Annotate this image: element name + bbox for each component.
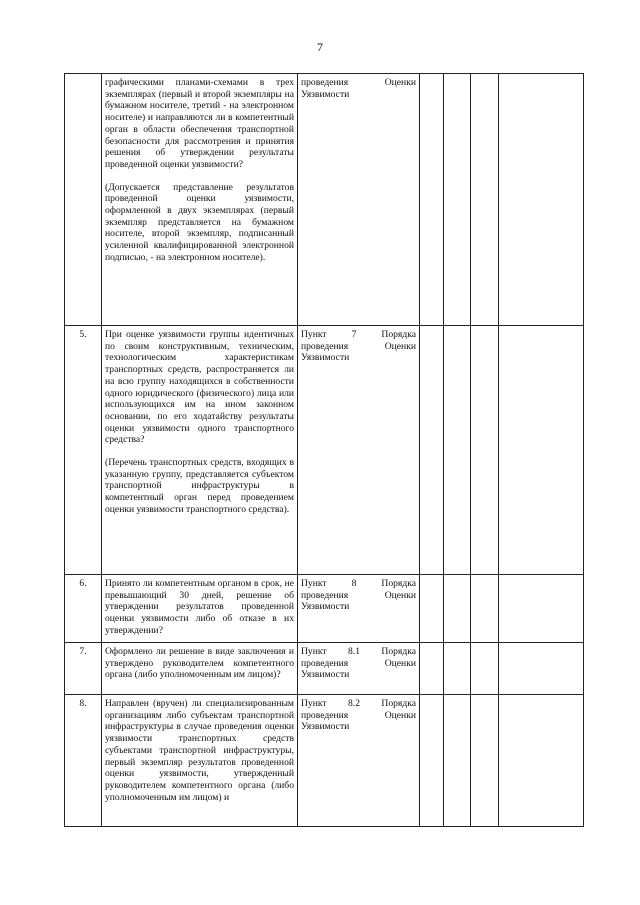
checklist-table: [64, 73, 584, 827]
reference-cell: [298, 643, 420, 695]
reference-text: Пункт 8 Порядка проведения Оценки Уязвимости: [301, 578, 416, 613]
row-number: [65, 74, 102, 326]
row-number: 7.: [65, 643, 102, 695]
answer-cell-yes[interactable]: [420, 695, 444, 827]
answer-cell-na[interactable]: [471, 643, 499, 695]
question-text: Принято ли компетентным органом в срок, не превышающий 30 дней, решение об утверждении результатов проведенной оценки уязвимости либо об отказе в их утверждении?: [105, 578, 294, 636]
question-cell: [102, 695, 298, 827]
answer-cell-no[interactable]: [444, 575, 471, 643]
question-text: Оформлено ли решение в виде заключения и утверждено руководителем компетентного органа (либо уполномоченным им лицом)?: [105, 646, 294, 681]
table-row: [65, 575, 584, 643]
question-cell: [102, 74, 298, 326]
row-number: 8.: [65, 695, 102, 827]
reference-text: Пункт 8.2 Порядка проведения Оценки Уязвимости: [301, 698, 416, 733]
answer-cell-no[interactable]: [444, 695, 471, 827]
page-number: 7: [317, 40, 323, 54]
notes-cell[interactable]: [499, 326, 584, 575]
answer-cell-na[interactable]: [471, 326, 499, 575]
question-note: (Допускается представление результатов проведенной оценки уязвимости, оформленной в двух экземплярах (первый экземпляр представляется на бумажном носителе, второй экземпляр, подписанный усиленной квалифицированной электронной подписью, - на электронном носителе).: [105, 181, 294, 263]
reference-text: Пункт 8.1 Порядка проведения Оценки Уязвимости: [301, 646, 416, 681]
notes-cell[interactable]: [499, 695, 584, 827]
answer-cell-na[interactable]: [471, 74, 499, 326]
row-number: 6.: [65, 575, 102, 643]
reference-cell: [298, 575, 420, 643]
question-text: При оценке уязвимости группы идентичных по своим конструктивным, техническим, технологическим характеристикам транспортных средств, распространяется ли на всю группу находящихся в собственности одного юридического (физического) лица или использующихся им на ином законном основании, по его ходатайству результаты оценки уязвимости одного транспортного средства?: [105, 329, 294, 446]
question-note: (Перечень транспортных средств, входящих в указанную группу, представляется субъектом транспортной инфраструктуры в компетентный орган перед проведением оценки уязвимости транспортного средства).: [105, 457, 294, 515]
answer-cell-yes[interactable]: [420, 643, 444, 695]
notes-cell[interactable]: [499, 643, 584, 695]
notes-cell[interactable]: [499, 575, 584, 643]
answer-cell-no[interactable]: [444, 643, 471, 695]
answer-cell-yes[interactable]: [420, 326, 444, 575]
table-row: [65, 643, 584, 695]
reference-cell: [298, 74, 420, 326]
table-row: [65, 695, 584, 827]
question-cell: [102, 326, 298, 575]
answer-cell-yes[interactable]: [420, 575, 444, 643]
answer-cell-na[interactable]: [471, 695, 499, 827]
reference-text: проведения Оценки Уязвимости: [301, 77, 416, 100]
answer-cell-no[interactable]: [444, 74, 471, 326]
reference-cell: [298, 695, 420, 827]
question-cell: [102, 575, 298, 643]
question-text: графическими планами-схемами в трех экземплярах (первый и второй экземпляры на бумажном носителе, третий - на электронном носителе) и направляются ли в компетентный орган в области обеспечения транспортной безопасности для рассмотрения и принятия решения об утверждении результаты проведенной оценки уязвимости?: [105, 77, 294, 170]
question-cell: [102, 643, 298, 695]
answer-cell-no[interactable]: [444, 326, 471, 575]
answer-cell-yes[interactable]: [420, 74, 444, 326]
table-row: [65, 326, 584, 575]
table-row: [65, 74, 584, 326]
notes-cell[interactable]: [499, 74, 584, 326]
question-text: Направлен (вручен) ли специализированным организациям либо субъектам транспортной инфраструктуры в случае проведения оценки уязвимости транспортных средств субъектами транспортной инфраструктуры, первый экземпляр результатов проведенной оценки уязвимости, утвержденный руководителем компетентного органа (либо уполномоченным им лицом) и: [105, 698, 294, 803]
reference-text: Пункт 7 Порядка проведения Оценки Уязвимости: [301, 329, 416, 364]
answer-cell-na[interactable]: [471, 575, 499, 643]
row-number: 5.: [65, 326, 102, 575]
reference-cell: [298, 326, 420, 575]
